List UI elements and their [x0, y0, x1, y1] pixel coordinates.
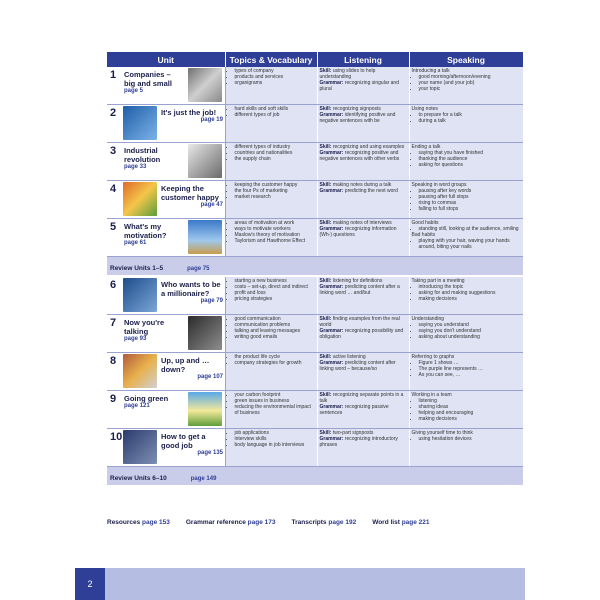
unit-cell [107, 391, 225, 429]
speaking-list [412, 436, 522, 442]
unit-cell [107, 181, 225, 219]
unit-photo [188, 144, 222, 178]
listening-key: Skill: [319, 316, 332, 322]
unit-cell-inner [109, 144, 223, 179]
listening-key: Skill: [319, 430, 332, 436]
list-item: • your topic [419, 86, 522, 92]
list-item: • organigrams [235, 80, 315, 86]
review-cell [107, 257, 523, 277]
speaking-list [412, 284, 522, 302]
listening-cell [317, 105, 409, 143]
topics-list [228, 144, 315, 162]
listening-line: Grammar: recognizing passive sentences [319, 404, 389, 416]
listening-key: Grammar: [319, 328, 344, 334]
unit-page[interactable]: page 5 [124, 88, 144, 94]
speaking-list [412, 188, 522, 212]
list-item: • saying you understand [419, 322, 522, 328]
list-item: • reducing the environmental impact of business [235, 404, 315, 416]
unit-cell-inner [109, 220, 223, 255]
listening-key: Skill: [319, 106, 332, 112]
unit-row [107, 276, 523, 315]
speaking-list [412, 398, 522, 422]
list-item: • talking and leaving messages [235, 328, 315, 334]
footer-item[interactable] [372, 519, 429, 526]
list-item: • thanking the audience [419, 156, 522, 162]
list-item: • market research [235, 194, 315, 200]
list-item: • Maslow's theory of motivation [235, 232, 315, 238]
unit-row [107, 391, 523, 429]
list-item: • rising to commas [419, 200, 522, 206]
listening-line: Grammar: identifying positive and negative sentences with be [319, 112, 396, 124]
list-item: • different types of job [235, 112, 315, 118]
page-number: 2 [75, 568, 105, 600]
unit-title: Now you're talking [124, 318, 165, 336]
listening-key: Skill: [319, 392, 332, 398]
unit-cell-inner [109, 106, 223, 141]
listening-line: Skill: two-part signposts [319, 430, 374, 436]
review-cell [107, 467, 523, 487]
unit-title-block [124, 146, 188, 170]
listening-key: Grammar: [319, 360, 344, 366]
list-item: • your carbon footprint [235, 392, 315, 398]
list-item: • Figure 1 shows … [419, 360, 522, 366]
listening-line: Grammar: predicting the next word [319, 188, 398, 194]
list-item: • good communication [235, 316, 315, 322]
header-topics: Topics & Vocabulary [225, 52, 317, 67]
listening-line: Skill: listening for definitions [319, 278, 383, 284]
unit-cell [107, 315, 225, 353]
speaking-cell [409, 315, 523, 353]
footer-page: page 192 [328, 519, 357, 526]
list-item: • hard skills and soft skills [235, 106, 315, 112]
list-item: • asking for questions [419, 162, 522, 168]
topics-list [228, 430, 315, 448]
list-item: • areas of motivation at work [235, 220, 315, 226]
topics-list [228, 354, 315, 366]
header-unit: Unit [107, 52, 225, 67]
list-item: • good morning/afternoon/evening [419, 74, 522, 80]
list-item: • Taylorism and Hawthorne Effect [235, 238, 315, 244]
unit-cell-inner [109, 392, 223, 427]
speaking-list [412, 322, 522, 340]
unit-number: 10 [110, 431, 123, 443]
list-item: • pricing strategies [235, 296, 315, 302]
list-item: • keeping the customer happy [235, 182, 315, 188]
footer-item[interactable] [186, 519, 276, 526]
header-row [107, 52, 523, 67]
review-page[interactable]: page 149 [190, 476, 217, 482]
list-item: • types of company [235, 68, 315, 74]
unit-page[interactable]: page 19 [200, 117, 223, 123]
topics-cell [225, 276, 317, 315]
topics-cell [225, 105, 317, 143]
list-item: • asking about understanding [419, 334, 522, 340]
footer-page: page 153 [142, 519, 170, 526]
speaking-heading: Ending a talk [411, 144, 441, 150]
topics-list [228, 392, 315, 416]
speaking-heading: Introducing a talk [411, 68, 450, 74]
unit-cell-inner [109, 430, 223, 465]
speaking-list [412, 112, 522, 124]
speaking-cell [409, 353, 523, 391]
unit-title: How to get a good job [161, 432, 206, 450]
listening-key: Grammar: [319, 188, 344, 194]
list-item: • helping and encouraging [419, 410, 522, 416]
listening-line: Grammar: recognizing introductory phrases [319, 436, 398, 448]
topics-list [228, 68, 315, 86]
speaking-cell [409, 219, 523, 257]
unit-number: 1 [110, 69, 117, 81]
list-item: • the supply chain [235, 156, 315, 162]
listening-line: Skill: making notes during a talk [319, 182, 392, 188]
unit-title-block [161, 432, 223, 456]
unit-photo [123, 182, 157, 216]
speaking-heading: Understanding [411, 316, 445, 322]
speaking-heading: Using notes [411, 106, 438, 112]
list-item: • standing still, looking at the audience, smiling [419, 226, 522, 232]
listening-line: Skill: making notes of interviews [319, 220, 392, 226]
listening-key: Grammar: [319, 150, 344, 156]
header-listening: Listening [317, 52, 409, 67]
speaking-heading: Giving yourself time to think [411, 430, 473, 436]
listening-key: Skill: [319, 144, 332, 150]
speaking-list [412, 74, 522, 92]
speaking-list [412, 150, 522, 168]
unit-photo [188, 220, 222, 254]
listening-line: Skill: recognizing separate points in a talk [319, 392, 404, 404]
unit-cell [107, 143, 225, 181]
listening-key: Grammar: [319, 404, 344, 410]
unit-title-block [161, 108, 223, 123]
review-page[interactable]: page 75 [187, 266, 210, 272]
listening-cell [317, 143, 409, 181]
unit-title: Going green [124, 394, 169, 403]
list-item: • using hesitation devices [419, 436, 522, 442]
review-label: Review Units 1–5 [110, 265, 164, 272]
list-item: • job applications [235, 430, 315, 436]
speaking-list [412, 238, 522, 250]
listening-cell [317, 353, 409, 391]
list-item: • the product life cycle [235, 354, 315, 360]
speaking-cell [409, 276, 523, 315]
list-item: • the four Ps of marketing [235, 188, 315, 194]
speaking-cell [409, 105, 523, 143]
speaking-cell [409, 391, 523, 429]
unit-photo [123, 354, 157, 388]
list-item: • writing good emails [235, 334, 315, 340]
list-item: • your name (and your job) [419, 80, 522, 86]
listening-line: Grammar: predicting content after a linking word … and/but [319, 284, 400, 296]
unit-title: Keeping the customer happy [161, 184, 219, 202]
unit-row [107, 219, 523, 257]
footer-page: page 173 [247, 519, 276, 526]
list-item: • green issues in business [235, 398, 315, 404]
list-item: • communication problems [235, 322, 315, 328]
unit-cell-inner [109, 278, 223, 313]
list-item: • profit and loss [235, 290, 315, 296]
unit-photo [123, 106, 157, 140]
topics-list [228, 106, 315, 118]
unit-title: Industrial revolution [124, 146, 161, 164]
listening-line: Grammar: recognizing information (Wh-) questions [319, 226, 397, 238]
unit-title: Companies – big and small [124, 70, 172, 88]
listening-line: Grammar: recognizing singular and plural [319, 80, 399, 92]
topics-cell [225, 67, 317, 105]
listening-line: Grammar: recognizing positive and negative sentences with other verbs [319, 150, 400, 162]
listening-cell [317, 67, 409, 105]
unit-row [107, 353, 523, 391]
listening-cell [317, 276, 409, 315]
unit-title-block [161, 280, 223, 304]
footer-item[interactable] [292, 519, 357, 526]
list-item: • during a talk [419, 118, 522, 124]
topics-cell [225, 353, 317, 391]
list-item: • introducing the topic [419, 284, 522, 290]
list-item: • different types of industry [235, 144, 315, 150]
list-item: • starting a new business [235, 278, 315, 284]
listening-cell [317, 219, 409, 257]
list-item: • falling to full stops [419, 206, 522, 212]
list-item: • listening [419, 398, 522, 404]
unit-cell-inner [109, 316, 223, 351]
listening-key: Skill: [319, 220, 332, 226]
unit-cell [107, 219, 225, 257]
unit-page[interactable]: page 33 [124, 164, 147, 170]
header-speaking: Speaking [409, 52, 523, 67]
list-item: • ways to motivate workers [235, 226, 315, 232]
unit-number: 8 [110, 355, 117, 367]
listening-line: Grammar: predicting content after linking word – because/so [319, 360, 396, 372]
unit-page[interactable]: page 93 [124, 336, 147, 342]
contents-table-wrap [107, 52, 523, 487]
contents-table [107, 52, 524, 487]
unit-page[interactable]: page 47 [200, 202, 223, 208]
listening-line: Grammar: recognizing possibility and obligation [319, 328, 404, 340]
list-item: • countries and nationalities [235, 150, 315, 156]
unit-title-block [124, 70, 188, 94]
unit-number: 6 [110, 279, 117, 291]
unit-title-block [161, 184, 223, 208]
topics-cell [225, 315, 317, 353]
speaking-heading: Taking part in a meeting [411, 278, 465, 284]
unit-number: 2 [110, 107, 117, 119]
list-item: • The purple line represents … [419, 366, 522, 372]
footer-label: Resources [107, 519, 143, 526]
speaking-heading: Good habits [411, 220, 439, 226]
unit-title-block [161, 356, 223, 380]
listening-key: Skill: [319, 278, 332, 284]
listening-key: Grammar: [319, 436, 344, 442]
unit-row [107, 429, 523, 467]
topics-cell [225, 143, 317, 181]
list-item: • playing with your hair, waving your hands around, biting your nails [419, 238, 522, 250]
unit-cell [107, 67, 225, 105]
listening-cell [317, 429, 409, 467]
review-label: Review Units 6–10 [110, 475, 167, 482]
review-row [107, 467, 523, 487]
speaking-cell [409, 429, 523, 467]
speaking-cell [409, 143, 523, 181]
topics-list [228, 220, 315, 244]
unit-row [107, 67, 523, 105]
unit-photo [188, 68, 222, 102]
review-row [107, 257, 523, 277]
unit-photo [188, 392, 222, 426]
footer-links [107, 519, 523, 526]
unit-cell-inner [109, 68, 223, 103]
unit-number: 4 [110, 183, 117, 195]
list-item: • to prepare for a talk [419, 112, 522, 118]
listening-line: Skill: recognizing and using examples [319, 144, 405, 150]
list-item: • making decisions [419, 296, 522, 302]
unit-title-block [124, 318, 188, 342]
speaking-heading: Bad habits [411, 232, 436, 238]
speaking-cell [409, 181, 523, 219]
unit-page[interactable]: page 79 [200, 298, 223, 304]
unit-row [107, 143, 523, 181]
list-item: • pausing after key words [419, 188, 522, 194]
footer-item[interactable] [107, 519, 170, 526]
topics-list [228, 182, 315, 200]
speaking-list [412, 360, 522, 378]
unit-cell [107, 105, 225, 143]
speaking-cell [409, 67, 523, 105]
unit-row [107, 315, 523, 353]
unit-photo [123, 278, 157, 312]
list-item: • body language in job interviews [235, 442, 315, 448]
listening-key: Grammar: [319, 284, 344, 290]
speaking-heading: Speaking in word groups [411, 182, 467, 188]
listening-line: Skill: using slides to help understanding [319, 68, 376, 80]
listening-cell [317, 391, 409, 429]
list-item: • company strategies for growth [235, 360, 315, 366]
list-item: • interview skills [235, 436, 315, 442]
listening-key: Skill: [319, 354, 332, 360]
footer-page: page 221 [401, 519, 430, 526]
listening-line: Skill: finding examples from the real world [319, 316, 400, 328]
unit-number: 9 [110, 393, 117, 405]
listening-line: Skill: recognizing signposts [319, 106, 381, 112]
unit-cell-inner [109, 354, 223, 389]
topics-cell [225, 181, 317, 219]
list-item: • making decisions [419, 416, 522, 422]
unit-title-block [124, 394, 188, 409]
unit-title-block [124, 222, 188, 246]
unit-row [107, 181, 523, 219]
listening-line: Skill: active listening [319, 354, 366, 360]
unit-number: 7 [110, 317, 117, 329]
topics-list [228, 316, 315, 340]
unit-page[interactable]: page 135 [197, 450, 223, 456]
list-item: • costs – set-up, direct and indirect [235, 284, 315, 290]
listening-key: Grammar: [319, 80, 344, 86]
listening-key: Skill: [319, 182, 332, 188]
footer-label: Transcripts [291, 519, 329, 526]
unit-number: 3 [110, 145, 117, 157]
unit-page[interactable]: page 61 [124, 240, 147, 246]
unit-title: Who wants to be a millionaire? [161, 280, 221, 298]
speaking-heading: Working in a team [411, 392, 452, 398]
footer-label: Word list [372, 519, 402, 526]
topics-list [228, 278, 315, 302]
list-item: • saying that you have finished [419, 150, 522, 156]
unit-row [107, 105, 523, 143]
unit-cell [107, 276, 225, 315]
unit-cell [107, 353, 225, 391]
list-item: • pausing after full stops [419, 194, 522, 200]
unit-cell-inner [109, 182, 223, 217]
list-item: • As you can see, … [419, 372, 522, 378]
list-item: • asking for and making suggestions [419, 290, 522, 296]
bottom-bar [75, 568, 525, 600]
listening-cell [317, 315, 409, 353]
footer-label: Grammar reference [185, 519, 248, 526]
unit-photo [123, 430, 157, 464]
list-item: • sharing ideas [419, 404, 522, 410]
listening-key: Grammar: [319, 112, 344, 118]
listening-key: Grammar: [319, 226, 344, 232]
unit-title: Up, up and … down? [161, 356, 210, 374]
topics-cell [225, 429, 317, 467]
unit-title: What's my motivation? [124, 222, 167, 240]
list-item: • products and services [235, 74, 315, 80]
unit-number: 5 [110, 221, 117, 233]
listening-cell [317, 181, 409, 219]
unit-photo [188, 316, 222, 350]
topics-cell [225, 391, 317, 429]
speaking-heading: Referring to graphs [411, 354, 455, 360]
unit-cell [107, 429, 225, 467]
listening-key: Skill: [319, 68, 332, 74]
unit-page[interactable]: page 121 [124, 403, 150, 409]
unit-page[interactable]: page 107 [197, 374, 223, 380]
topics-cell [225, 219, 317, 257]
list-item: • saying you don't understand [419, 328, 522, 334]
unit-title: It's just the job! [161, 108, 217, 117]
